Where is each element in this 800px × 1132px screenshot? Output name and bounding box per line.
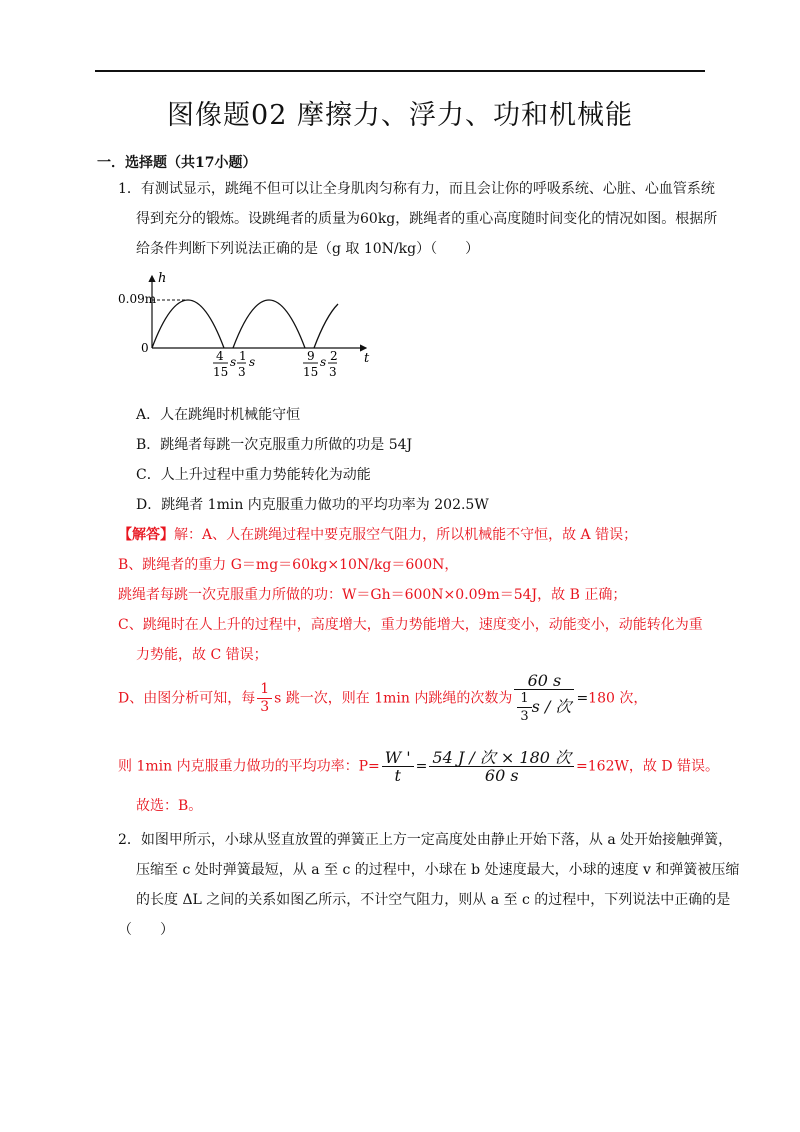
svg-text:s: s [230,355,237,369]
answer-line-power: 则 1min 内克服重力做功的平均功率：P= $\frac{W '}{t}$ = $\frac{\text{54 J / 次 × 180 次}}{60 s}$ =162W，故 D 错误。 [118,748,720,785]
answer-choice: 故选：B。 [136,798,203,814]
tick-1-3 [237,349,255,379]
q1-stem-line-1: 1．有测试显示，跳绳不但可以让全身肌肉匀称有力，而且会让你的呼吸系统、心脏、心血管系统 [118,181,715,197]
q1-stem-line-2: 得到充分的锻炼。设跳绳者的质量为60kg，跳绳者的重心高度随时间变化的情况如图。根据所 [136,211,718,227]
answer-a-text: 解：A、人在跳绳过程中要克服空气阻力，所以机械能不守恒，故 A 错误； [174,527,638,543]
q2-stem-line-2: 压缩至 c 处时弹簧最短，从 a 至 c 的过程中，小球在 b 处速度最大，小球的速度 v 和弹簧被压缩 [136,862,740,878]
tick-9-15 [303,349,326,379]
fraction-power-calc: $\frac{\text{54 J / 次 × 180 次}}{60 s}$ [429,749,574,784]
page-title: 图像题02 摩擦力、浮力、功和机械能 [167,100,633,131]
answer-line-b1: B、跳绳者的重力 G＝mg＝60kg×10N/kg＝600N， [118,557,459,573]
q1-option-c: C．人上升过程中重力势能转化为动能 [136,467,371,483]
fraction-w-over-t: $\frac{W '}{t}$ [382,749,414,784]
q1-option-a: A．人在跳绳时机械能守恒 [136,407,301,423]
answer-tag: 【解答】 [118,527,174,543]
q2-stem-line-1: 2．如图甲所示，小球从竖直放置的弹簧正上方一定高度处由静止开始下落，从 a 处开始接触弹簧， [118,832,733,848]
y-axis-label: h [158,271,167,286]
answer-line-a [118,525,637,545]
q1-option-b: B．跳绳者每跳一次克服重力所做的功是 54J [136,437,413,453]
answer-line-b2: 跳绳者每跳一次克服重力所做的功：W＝Gh＝600N×0.09m＝54J，故 B 正确； [118,587,627,603]
q2-stem-line-4: （ ） [118,922,174,938]
header-rule [95,70,705,72]
tick-2-3 [328,349,338,379]
answer-line-c1: C、跳绳时在人上升的过程中，高度增大，重力势能增大，速度变小，动能变小，动能转化为重 [118,617,703,633]
section-heading: 一．选择题（共17小题） [97,155,257,171]
svg-text:1: 1 [239,349,247,363]
q2-stem-line-3: 的长度 ΔL 之间的关系如图乙所示，不计空气阻力，则从 a 至 c 的过程中，下列说法中正确的是 [136,892,731,908]
tick-4-15 [213,349,236,379]
origin-label: 0 [141,341,149,355]
svg-text:3: 3 [329,365,337,379]
q1-stem-line-3: 给条件判断下列说法正确的是（g 取 10N/kg）（ ） [136,241,480,257]
svg-text:3: 3 [238,365,246,379]
svg-text:s: s [249,355,256,369]
y-peak-label: 0.09m [118,292,157,306]
answer-line-c2: 力势能，故 C 错误； [136,647,268,663]
svg-text:9: 9 [307,349,315,363]
fraction-one-third: $\frac{1}{3}$ [257,681,272,716]
jump-arc-3-partial [314,304,338,348]
svg-text:s: s [320,355,327,369]
svg-text:4: 4 [216,349,224,363]
answer-line-d: D、由图分析可知，每 $\frac{1}{3}$ s 跳一次，则在 1min 内跳绳的次数为 60 s $\frac{1}{3}$ s / 次 =180 次， [118,671,648,724]
fraction-jumps-count: 60 s $\frac{1}{3}$ s / 次 [514,672,574,725]
q1-option-d: D．跳绳者 1min 内克服重力做功的平均功率为 202.5W [136,497,489,513]
svg-text:15: 15 [303,365,319,379]
jump-arc-1 [152,300,224,348]
svg-text:15: 15 [213,365,229,379]
x-axis-label: t [364,351,370,366]
jump-arc-2 [233,300,305,348]
svg-text:2: 2 [330,349,338,363]
height-time-graph [118,270,380,385]
